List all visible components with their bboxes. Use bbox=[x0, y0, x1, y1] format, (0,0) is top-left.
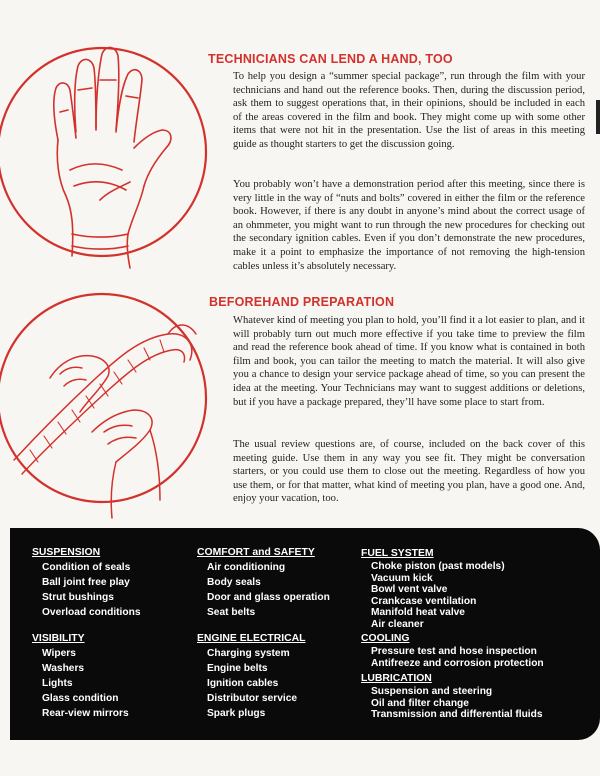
section-heading-technicians: TECHNICIANS CAN LEND A HAND, TOO bbox=[208, 52, 453, 66]
category-title: SUSPENSION bbox=[32, 547, 101, 558]
category-title: ENGINE ELECTRICAL bbox=[197, 633, 306, 644]
list-item: Washers bbox=[42, 663, 85, 674]
category-lubrication bbox=[361, 672, 556, 721]
paragraph: Whatever kind of meeting you plan to hold, you’ll find it a lot easier to plan, and it will probably turn out much more effective if you take time to preview the film and read the reference book ahead of time. If you know what is contained in both film and book, you can tailor the meeting to match the material. It will also give you a chance to design your service package ahead of time, so you can present the idea at the meeting. Your Technicians may want to suggest additions or deletions, but if you have a package prepared, they’ll have some place to start from. bbox=[233, 315, 585, 408]
list-item: Manifold heat valve bbox=[371, 607, 465, 619]
paragraph: To help you design a “summer special package”, run through the film with your technicians and hand out the reference books. Then, during the discussion period, ask them to suggest operations that, in their opinions, should be included in each of the areas covered in the film and book. They might come up with some other items that were not hit in the presentation. Use the list of areas in this meeting guide as thought starters to get the discussion going. bbox=[233, 71, 585, 150]
list-item: Transmission and differential fluids bbox=[371, 709, 543, 721]
list-item: Door and glass operation bbox=[207, 592, 330, 603]
list-item: Crankcase ventilation bbox=[371, 595, 477, 607]
list-item: Seat belts bbox=[207, 607, 256, 618]
list-item: Choke piston (past models) bbox=[371, 561, 505, 572]
category-fuel-system bbox=[361, 547, 556, 631]
category-title: LUBRICATION bbox=[361, 673, 432, 684]
list-item: Charging system bbox=[207, 648, 290, 659]
list-item: Rear-view mirrors bbox=[42, 708, 129, 719]
list-item: Wipers bbox=[42, 648, 76, 659]
list-item: Air conditioning bbox=[207, 562, 286, 573]
list-item: Lights bbox=[42, 678, 73, 689]
section-heading-preparation: BEFOREHAND PREPARATION bbox=[209, 295, 395, 309]
category-title: COMFORT and SAFETY bbox=[197, 547, 315, 558]
list-item: Overload conditions bbox=[42, 607, 141, 618]
hands-holding-film-illustration bbox=[0, 282, 215, 522]
list-item: Pressure test and hose inspection bbox=[371, 646, 537, 657]
paragraph: The usual review questions are, of course, included on the back cover of this meeting guide. Use them in any way you see fit. They might be conversation starters, or you could use them to close out the meeting. Regardless of how you use them, or for that matter, what kind of meeting you plan, have a good one. And, enjoy your vacation, too. bbox=[233, 439, 585, 505]
page-edge-mark bbox=[596, 100, 600, 134]
list-item: Oil and filter change bbox=[371, 697, 469, 709]
list-item: Condition of seals bbox=[42, 562, 131, 573]
list-item: Air cleaner bbox=[371, 618, 424, 630]
list-item: Vacuum kick bbox=[371, 572, 433, 584]
category-cooling bbox=[361, 632, 556, 669]
list-item: Spark plugs bbox=[207, 708, 266, 719]
list-item: Ball joint free play bbox=[42, 577, 130, 588]
checklist-panel bbox=[10, 528, 600, 740]
list-item: Suspension and steering bbox=[371, 686, 493, 697]
category-title: FUEL SYSTEM bbox=[361, 548, 434, 559]
list-item: Glass condition bbox=[42, 693, 119, 704]
list-item: Ignition cables bbox=[207, 678, 279, 689]
list-item: Engine belts bbox=[207, 663, 268, 674]
list-item: Antifreeze and corrosion protection bbox=[371, 657, 544, 669]
list-item: Distributor service bbox=[207, 693, 298, 704]
list-item: Bowl vent valve bbox=[371, 584, 448, 596]
paragraph: You probably won’t have a demonstration period after this meeting, since there is very little in the way of “nuts and bolts” covered in either the film or the reference book. However, if there is any doubt in anyone’s mind about the correct usage of an ohmmeter, you might want to run through the new procedures for checking out the secondary ignition cables. Even if you don’t demonstrate the new procedures, make it a point to emphasize the importance of not removing the high-tension cables unless it’s absolutely necessary. bbox=[233, 179, 585, 272]
list-item: Body seals bbox=[207, 577, 261, 588]
list-item: Strut bushings bbox=[42, 592, 114, 603]
category-title: COOLING bbox=[361, 633, 410, 644]
category-title: VISIBILITY bbox=[32, 633, 85, 644]
raised-hand-illustration bbox=[0, 20, 215, 280]
